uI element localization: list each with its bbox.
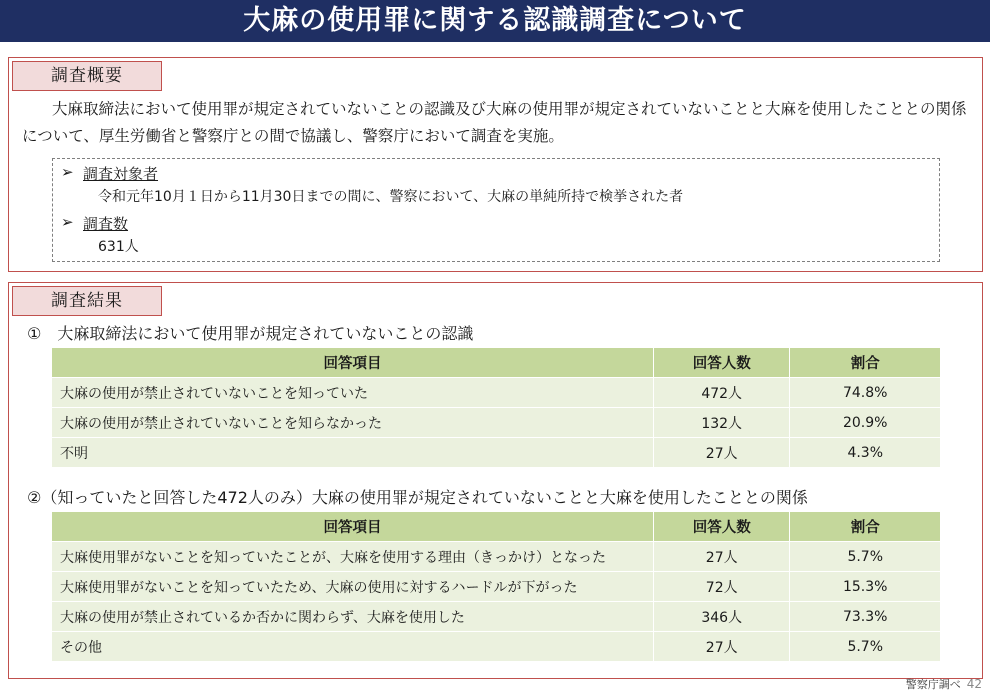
q1-header-ratio: 割合 [790, 348, 941, 378]
q1-header-item: 回答項目 [52, 348, 654, 378]
table-row [52, 438, 941, 468]
table-cell: 15.3% [790, 572, 941, 602]
table-cell: 27人 [653, 632, 789, 662]
table-cell: 20.9% [790, 408, 941, 438]
table-cell: 5.7% [790, 632, 941, 662]
page-number: 42 [966, 677, 982, 691]
table-cell: 大麻使用罪がないことを知っていたことが、大麻を使用する理由（きっかけ）となった [52, 542, 654, 572]
table-cell: 4.3% [790, 438, 941, 468]
table-row [52, 542, 941, 572]
table-row [52, 602, 941, 632]
q1-heading: ① 大麻取締法において使用罪が規定されていないことの認識 [27, 324, 474, 343]
table-cell: 472人 [653, 378, 790, 408]
source-note: 警察庁調べ [905, 678, 961, 691]
table-row [52, 408, 941, 438]
table-cell: 74.8% [790, 378, 941, 408]
target-title: 調査対象者 [83, 165, 159, 183]
q1-table [51, 347, 941, 468]
q2-heading: ②（知っていたと回答した472人のみ）大麻の使用罪が規定されていないことと大麻を使用したこととの関係 [27, 488, 808, 507]
table-cell: 大麻使用罪がないことを知っていたため、大麻の使用に対するハードルが下がった [52, 572, 654, 602]
count-title: 調査数 [83, 215, 129, 233]
table-cell: 72人 [653, 572, 789, 602]
table-row [52, 378, 941, 408]
page-footer [906, 676, 982, 692]
overview-text: 大麻取締法において使用罪が規定されていないことの認識及び大麻の使用罪が規定されていないことと大麻を使用したこととの関係について、厚生労働省と警察庁との間で協議し、警察庁において調査を実施。 [22, 100, 967, 145]
arrow-bullet-icon: ➢ [61, 163, 74, 181]
results-label: 調査結果 [12, 286, 162, 316]
page-title: 大麻の使用罪に関する認識調査について [0, 0, 990, 42]
count-text: 631人 [98, 239, 139, 255]
q2-header-item: 回答項目 [52, 512, 654, 542]
table-cell: 73.3% [790, 602, 941, 632]
results-section [8, 282, 983, 679]
table-cell: 大麻の使用が禁止されていないことを知っていた [52, 378, 654, 408]
q2-header-ratio: 割合 [790, 512, 941, 542]
table-cell: 27人 [653, 438, 790, 468]
target-text: 令和元年10月１日から11月30日までの間に、警察において、大麻の単純所持で検挙された者 [98, 189, 684, 205]
table-cell: 大麻の使用が禁止されているか否かに関わらず、大麻を使用した [52, 602, 654, 632]
table-cell: 大麻の使用が禁止されていないことを知らなかった [52, 408, 654, 438]
q1-header-count: 回答人数 [653, 348, 790, 378]
table-cell: その他 [52, 632, 654, 662]
table-cell: 27人 [653, 542, 789, 572]
table-row [52, 572, 941, 602]
table-cell: 346人 [653, 602, 789, 632]
overview-label: 調査概要 [12, 61, 162, 91]
table-cell: 5.7% [790, 542, 941, 572]
q2-table [51, 511, 941, 662]
arrow-bullet-icon: ➢ [61, 213, 74, 231]
q2-header-count: 回答人数 [653, 512, 789, 542]
survey-details-box [52, 158, 940, 262]
table-cell: 132人 [653, 408, 790, 438]
table-cell: 不明 [52, 438, 654, 468]
overview-section [8, 57, 983, 272]
table-row [52, 632, 941, 662]
